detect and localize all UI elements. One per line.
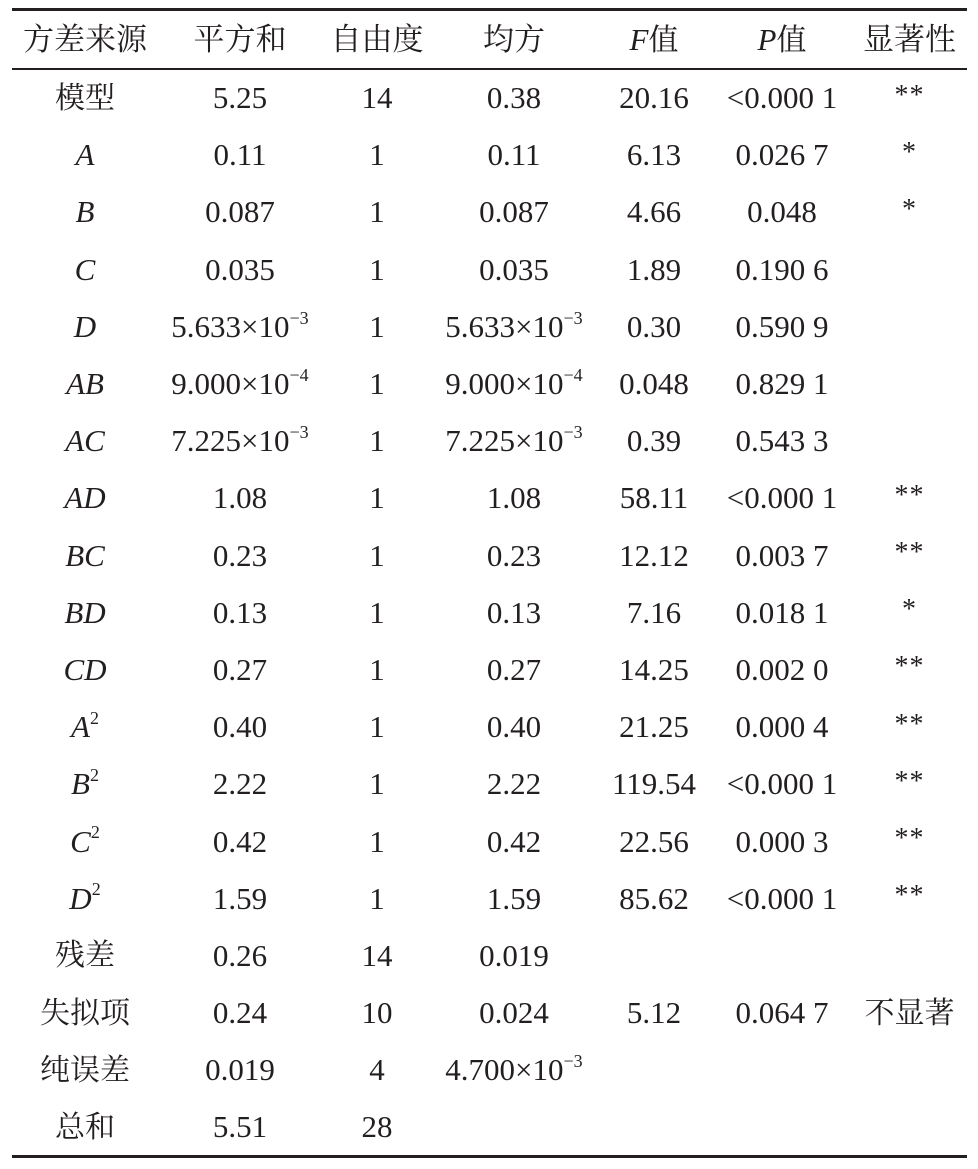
cell-f-value: 12.12 [619, 537, 689, 573]
cell-sum-of-squares: 0.13 [212, 594, 268, 630]
cell-p-value: 0.002 0 [735, 651, 829, 687]
table-row [12, 126, 967, 183]
cell-mean-square [432, 1098, 596, 1155]
cell-sum-of-squares: 0.035 [205, 251, 275, 287]
cell-mean-square-mantissa: 4.700×10 [445, 1052, 564, 1088]
cell-f-value: 22.56 [619, 823, 689, 859]
cell-sum-of-squares: 0.019 [205, 1052, 275, 1088]
cell-degrees-of-freedom: 1 [369, 709, 385, 745]
table-row [12, 812, 967, 869]
row-source-label: D [69, 880, 92, 916]
table-row [12, 527, 967, 584]
cell-sum-of-squares: 0.42 [212, 823, 268, 859]
cell-p-value: 0.048 [747, 194, 817, 230]
cell-degrees-of-freedom: 1 [369, 251, 385, 287]
cell-p-value: 0.064 7 [735, 995, 829, 1031]
table-row [12, 641, 967, 698]
cell-p-value: 0.829 1 [735, 366, 829, 402]
row-source [12, 698, 158, 755]
row-source-label: AC [65, 423, 105, 459]
row-source [12, 355, 158, 412]
cell-mean-square: 0.38 [486, 80, 542, 116]
cell-significance [852, 527, 967, 584]
table-row [12, 1098, 967, 1155]
cell-sum-of-squares-exponent: −4 [289, 364, 309, 385]
significance-mark: * [902, 136, 917, 168]
row-source-label: BC [65, 537, 105, 573]
cell-mean-square-mantissa: 5.633×10 [445, 308, 564, 344]
cell-p-value: <0.000 1 [726, 766, 838, 802]
cell-significance [852, 927, 967, 984]
significance-mark: ** [894, 79, 925, 111]
cell-significance [852, 755, 967, 812]
table-row [12, 183, 967, 240]
cell-f-value: 119.54 [611, 766, 697, 802]
cell-degrees-of-freedom: 1 [369, 651, 385, 687]
cell-sum-of-squares [158, 355, 322, 412]
cell-significance [852, 1098, 967, 1155]
cell-mean-square: 0.23 [486, 537, 542, 573]
header-f-symbol: F [629, 22, 649, 57]
cell-sum-of-squares: 5.51 [212, 1109, 268, 1145]
cell-significance [852, 584, 967, 641]
cell-sum-of-squares: 0.26 [212, 937, 268, 973]
header-mean-square: 均方 [483, 21, 545, 58]
cell-mean-square: 0.42 [486, 823, 542, 859]
cell-mean-square [432, 355, 596, 412]
cell-p-value: <0.000 1 [726, 80, 838, 116]
row-source-exponent: 2 [89, 707, 99, 728]
table-row [12, 469, 967, 526]
cell-f-value: 0.048 [619, 366, 689, 402]
cell-mean-square: 0.11 [487, 137, 541, 173]
cell-degrees-of-freedom: 14 [361, 80, 393, 116]
cell-mean-square [432, 298, 596, 355]
cell-p-value [712, 1041, 852, 1098]
cell-p-value [712, 927, 852, 984]
row-source [12, 641, 158, 698]
cell-f-value: 7.16 [626, 594, 682, 630]
header-significance: 显著性 [863, 21, 956, 58]
cell-p-value: 0.590 9 [735, 308, 829, 344]
cell-degrees-of-freedom: 1 [369, 137, 385, 173]
row-source-label: BD [64, 594, 106, 630]
table-row [12, 355, 967, 412]
row-source [12, 183, 158, 240]
row-source-label: C [74, 251, 96, 287]
row-source [12, 870, 158, 927]
cell-degrees-of-freedom: 1 [369, 537, 385, 573]
cell-degrees-of-freedom: 1 [369, 308, 385, 344]
cell-f-value: 14.25 [619, 651, 689, 687]
significance-mark: ** [894, 880, 925, 912]
row-source [12, 1098, 158, 1155]
cell-mean-square: 0.035 [479, 251, 549, 287]
cell-mean-square: 1.59 [486, 880, 542, 916]
row-source-label: C [70, 823, 91, 859]
cell-significance [852, 69, 967, 126]
cell-p-value: 0.018 1 [735, 594, 829, 630]
cell-sum-of-squares: 5.25 [212, 80, 268, 116]
row-source [12, 412, 158, 469]
row-source [12, 527, 158, 584]
cell-f-value [596, 1041, 712, 1098]
table-row [12, 870, 967, 927]
cell-f-value [596, 927, 712, 984]
cell-degrees-of-freedom: 1 [369, 366, 385, 402]
cell-sum-of-squares: 0.24 [212, 995, 268, 1031]
cell-sum-of-squares: 0.11 [213, 137, 267, 173]
significance-mark: ** [894, 708, 925, 740]
cell-f-value: 4.66 [626, 194, 682, 230]
cell-sum-of-squares [158, 412, 322, 469]
header-f-value [596, 11, 712, 69]
row-source-label: A [71, 709, 90, 745]
significance-mark: 不显著 [864, 995, 955, 1031]
cell-significance [852, 298, 967, 355]
significance-mark: * [902, 594, 917, 626]
cell-significance [852, 183, 967, 240]
cell-degrees-of-freedom: 4 [369, 1052, 385, 1088]
cell-sum-of-squares: 0.27 [212, 651, 268, 687]
cell-p-value: 0.190 6 [735, 251, 829, 287]
cell-p-value: 0.000 3 [735, 823, 829, 859]
cell-sum-of-squares-mantissa: 7.225×10 [171, 423, 290, 459]
cell-degrees-of-freedom: 1 [369, 766, 385, 802]
row-source-exponent: 2 [91, 879, 101, 900]
cell-significance [852, 126, 967, 183]
table-row [12, 755, 967, 812]
cell-sum-of-squares: 0.087 [205, 194, 275, 230]
cell-significance [852, 641, 967, 698]
cell-sum-of-squares-exponent: −3 [289, 307, 309, 328]
row-source-label: 残差 [55, 938, 115, 974]
row-source-label: B [75, 194, 95, 230]
row-source-label: AD [64, 480, 106, 516]
row-source-label: A [75, 137, 95, 173]
table-row [12, 1041, 967, 1098]
row-source-label: 失拟项 [40, 995, 130, 1031]
cell-degrees-of-freedom: 1 [369, 880, 385, 916]
cell-significance [852, 412, 967, 469]
cell-sum-of-squares: 1.59 [212, 880, 268, 916]
cell-sum-of-squares: 0.40 [212, 709, 268, 745]
row-source [12, 984, 158, 1041]
cell-f-value: 6.13 [626, 137, 682, 173]
cell-degrees-of-freedom: 1 [369, 194, 385, 230]
cell-degrees-of-freedom: 1 [369, 594, 385, 630]
cell-sum-of-squares: 0.23 [212, 537, 268, 573]
table-row [12, 698, 967, 755]
header-source: 方差来源 [23, 21, 147, 58]
table-row [12, 298, 967, 355]
row-source-exponent: 2 [90, 822, 100, 843]
row-source [12, 927, 158, 984]
cell-sum-of-squares: 2.22 [212, 766, 268, 802]
cell-significance [852, 469, 967, 526]
header-p-suffix: 值 [776, 23, 807, 58]
header-p-value [712, 11, 852, 69]
cell-significance [852, 241, 967, 298]
cell-significance [852, 1041, 967, 1098]
table-row [12, 984, 967, 1041]
significance-mark: * [902, 193, 917, 225]
cell-sum-of-squares [158, 298, 322, 355]
header-p-symbol: P [757, 22, 777, 57]
cell-mean-square-exponent: −3 [563, 421, 583, 442]
table-row [12, 584, 967, 641]
significance-mark: ** [894, 823, 925, 855]
cell-f-value: 0.39 [626, 423, 682, 459]
header-row [12, 11, 967, 69]
cell-mean-square-mantissa: 9.000×10 [445, 366, 564, 402]
significance-mark: ** [894, 651, 925, 683]
row-source [12, 69, 158, 126]
row-source-label: B [71, 766, 90, 802]
cell-f-value: 0.30 [626, 308, 682, 344]
row-source-label: 模型 [55, 80, 115, 116]
significance-mark: ** [894, 765, 925, 797]
row-source-label: 总和 [55, 1109, 115, 1145]
cell-degrees-of-freedom: 14 [361, 937, 393, 973]
anova-table [12, 11, 967, 1156]
cell-p-value: 0.026 7 [735, 137, 829, 173]
cell-sum-of-squares-mantissa: 9.000×10 [171, 366, 290, 402]
table-row [12, 241, 967, 298]
table-row [12, 927, 967, 984]
cell-mean-square [432, 412, 596, 469]
cell-sum-of-squares-mantissa: 5.633×10 [171, 308, 290, 344]
cell-p-value: 0.003 7 [735, 537, 829, 573]
cell-mean-square [432, 1041, 596, 1098]
row-source [12, 298, 158, 355]
cell-sum-of-squares-exponent: −3 [289, 421, 309, 442]
cell-degrees-of-freedom: 1 [369, 480, 385, 516]
cell-significance [852, 355, 967, 412]
row-source-label: AB [66, 366, 104, 402]
row-source-label: D [73, 308, 97, 344]
cell-significance [852, 984, 967, 1041]
row-source [12, 126, 158, 183]
row-source-exponent: 2 [89, 765, 99, 786]
cell-f-value [596, 1098, 712, 1155]
cell-sum-of-squares: 1.08 [212, 480, 268, 516]
cell-p-value: 0.000 4 [735, 709, 829, 745]
cell-significance [852, 698, 967, 755]
cell-p-value: <0.000 1 [726, 880, 838, 916]
cell-p-value [712, 1098, 852, 1155]
table-row [12, 412, 967, 469]
cell-mean-square: 1.08 [486, 480, 542, 516]
table-row [12, 69, 967, 126]
cell-mean-square: 2.22 [486, 766, 542, 802]
cell-degrees-of-freedom: 1 [369, 423, 385, 459]
header-f-suffix: 值 [648, 23, 679, 58]
cell-mean-square-exponent: −3 [563, 307, 583, 328]
row-source-label: 纯误差 [40, 1052, 130, 1088]
cell-p-value: 0.543 3 [735, 423, 829, 459]
cell-degrees-of-freedom: 28 [361, 1109, 393, 1145]
cell-mean-square: 0.087 [479, 194, 549, 230]
cell-f-value: 5.12 [626, 995, 682, 1031]
row-source [12, 1041, 158, 1098]
significance-mark: ** [894, 537, 925, 569]
cell-mean-square-mantissa: 7.225×10 [445, 423, 564, 459]
cell-mean-square: 0.024 [479, 995, 549, 1031]
cell-p-value: <0.000 1 [726, 480, 838, 516]
cell-f-value: 85.62 [619, 880, 689, 916]
header-sum-of-squares: 平方和 [193, 21, 287, 58]
cell-mean-square: 0.27 [486, 651, 542, 687]
cell-f-value: 21.25 [619, 709, 689, 745]
cell-mean-square: 0.019 [479, 937, 549, 973]
row-source [12, 812, 158, 869]
cell-mean-square: 0.40 [486, 709, 542, 745]
cell-f-value: 58.11 [619, 480, 689, 516]
cell-f-value: 20.16 [619, 80, 689, 116]
cell-degrees-of-freedom: 1 [369, 823, 385, 859]
row-source [12, 241, 158, 298]
cell-significance [852, 870, 967, 927]
cell-f-value: 1.89 [626, 251, 682, 287]
row-source [12, 584, 158, 641]
cell-mean-square: 0.13 [486, 594, 542, 630]
cell-degrees-of-freedom: 10 [361, 995, 393, 1031]
row-source-label: CD [63, 651, 107, 687]
cell-significance [852, 812, 967, 869]
row-source [12, 469, 158, 526]
row-source [12, 755, 158, 812]
cell-mean-square-exponent: −3 [563, 1050, 583, 1071]
cell-mean-square-exponent: −4 [563, 364, 583, 385]
significance-mark: ** [894, 479, 925, 511]
header-degrees-of-freedom: 自由度 [330, 21, 424, 58]
